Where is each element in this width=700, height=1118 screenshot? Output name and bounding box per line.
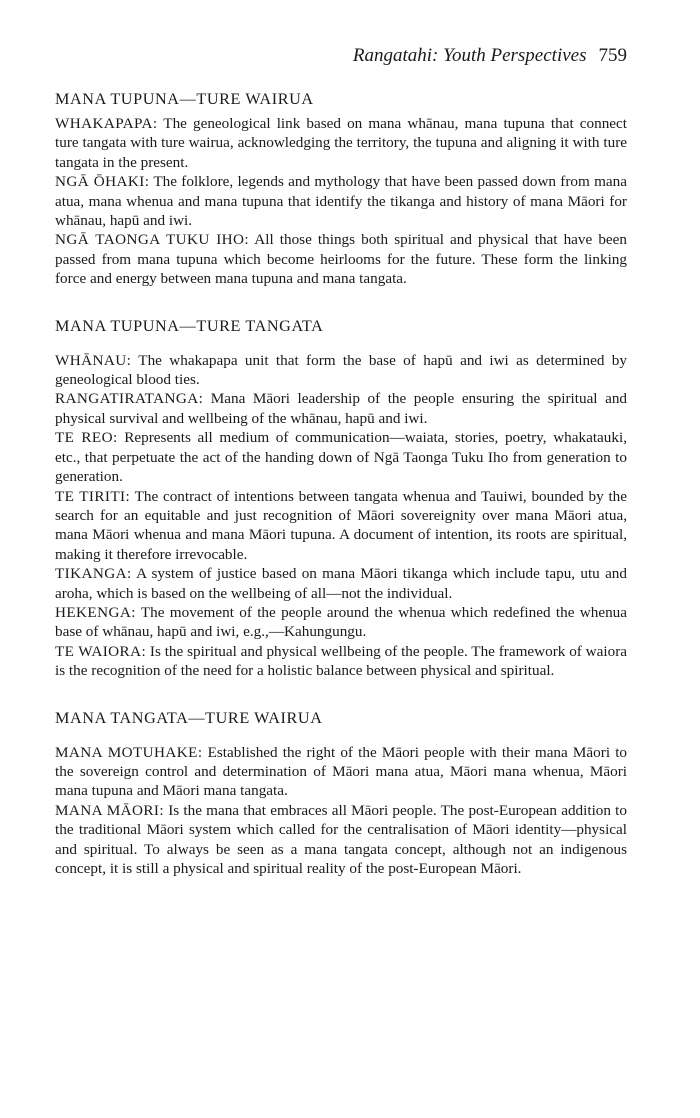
section-heading: MANA TUPUNA—TURE TANGATA <box>55 316 324 335</box>
entry-definition: The whakapapa unit that form the base of hapū and iwi as determined by geneological blood ties. <box>55 351 627 389</box>
glossary-entry <box>55 389 627 428</box>
entry-definition: Mana Māori leadership of the people ensuring the spiritual and physical survival and wellbeing of the whānau, hapū and iwi. <box>55 390 628 427</box>
entry-definition: Is the mana that embraces all Māori people. The post-European addition to the traditional Māori system which called for the centralisation of Māori identity—physical and spiritual. To always be seen as a mana tangata concept, although not an indigenous concept, it is still a physical and spiritual reality of the post-European Māori. <box>55 801 627 877</box>
glossary-entry <box>55 487 627 565</box>
entry-definition: Established the right of the Māori people with their mana Māori to the sovereign control and determination of Māori mana atua, Māori mana whenua, Māori mana tupuna and Māori mana tangata. <box>55 743 628 800</box>
entry-definition: A system of justice based on mana Māori tikanga which include tapu, utu and aroha, which is based on the wellbeing of all—not the individual. <box>55 565 627 602</box>
entry-term: WHAKAPAPA: <box>55 115 158 132</box>
entry-definition: Represents all medium of communication—waiata, stories, poetry, whakatauki, etc., that perpetuate the act of the handing down of Ngā Taonga Tuku Iho from generation to generation. <box>55 429 628 486</box>
entry-definition: The contract of intentions between tangata whenua and Tauiwi, bounded by the search for an equitable and just recognition of Māori sovereignity over mana Māori atua, mana Māori whenua and mana Māori tupuna. A document of intention, its roots are spiritual, making it therefore irrevocable. <box>55 487 627 563</box>
entry-term: MANA MOTUHAKE: <box>55 743 203 761</box>
entry-term: TE WAIORA: <box>55 642 147 660</box>
document-page <box>55 0 627 1118</box>
entry-term: NGĀ TAONGA TUKU IHO: <box>55 231 250 249</box>
entry-term: HEKENGA: <box>55 603 136 621</box>
entry-definition: The folklore, legends and mythology that have been passed down from mana atua, mana whenua and mana tupuna that identify the tikanga and history of mana Māori for whānau, hapū and iwi. <box>55 173 628 230</box>
entry-definition: All those things both spiritual and physical that have been passed from mana tupuna which become heirlooms for the future. These form the linking force and energy between mana tupuna and mana tangata. <box>55 231 628 288</box>
glossary-entry <box>55 564 627 603</box>
section-heading: MANA TUPUNA—TURE WAIRUA <box>55 90 314 108</box>
entry-term: WHĀNAU: <box>55 351 132 369</box>
glossary-entry <box>55 428 627 486</box>
glossary-entry <box>55 603 627 642</box>
section-heading: MANA TANGATA—TURE WAIRUA <box>55 708 323 727</box>
entry-term: MANA MĀORI: <box>55 801 165 819</box>
entry-definition: The geneological link based on mana whānau, mana tupuna that connect ture tangata with ture wairua, acknowledging the territory, the tupuna and aligning it with ture tangata in the present. <box>55 115 627 171</box>
entry-term: TE TIRITI: <box>55 487 131 505</box>
section-mana-tupuna-ture-tangata <box>55 315 627 681</box>
page-number: 759 <box>598 45 627 66</box>
entry-term: TE REO: <box>55 429 118 447</box>
section-mana-tangata-ture-wairua <box>55 707 627 879</box>
section-mana-tupuna-ture-wairua <box>55 88 627 289</box>
entry-definition: Is the spiritual and physical wellbeing of the people. The framework of waiora is the recognition of the need for a holistic balance between physical and spiritual. <box>55 642 627 680</box>
glossary-entry <box>55 230 627 288</box>
glossary-entry <box>55 743 627 801</box>
entry-definition: The movement of the people around the whenua which redefined the whenua base of whānau, hapū and iwi, e.g.,—Kahungungu. <box>55 603 627 641</box>
running-head-title: Rangatahi: Youth Perspectives <box>352 45 587 66</box>
glossary-entry <box>55 172 627 230</box>
entry-term: TIKANGA: <box>55 565 132 583</box>
entry-term: RANGATIRATANGA: <box>55 390 204 408</box>
glossary-entry <box>55 114 627 172</box>
running-head <box>353 44 627 68</box>
document-body <box>55 88 627 904</box>
entry-term: NGĀ ŌHAKI: <box>55 173 150 191</box>
glossary-entry <box>55 801 627 879</box>
glossary-entry <box>55 642 627 681</box>
glossary-entry <box>55 351 627 390</box>
